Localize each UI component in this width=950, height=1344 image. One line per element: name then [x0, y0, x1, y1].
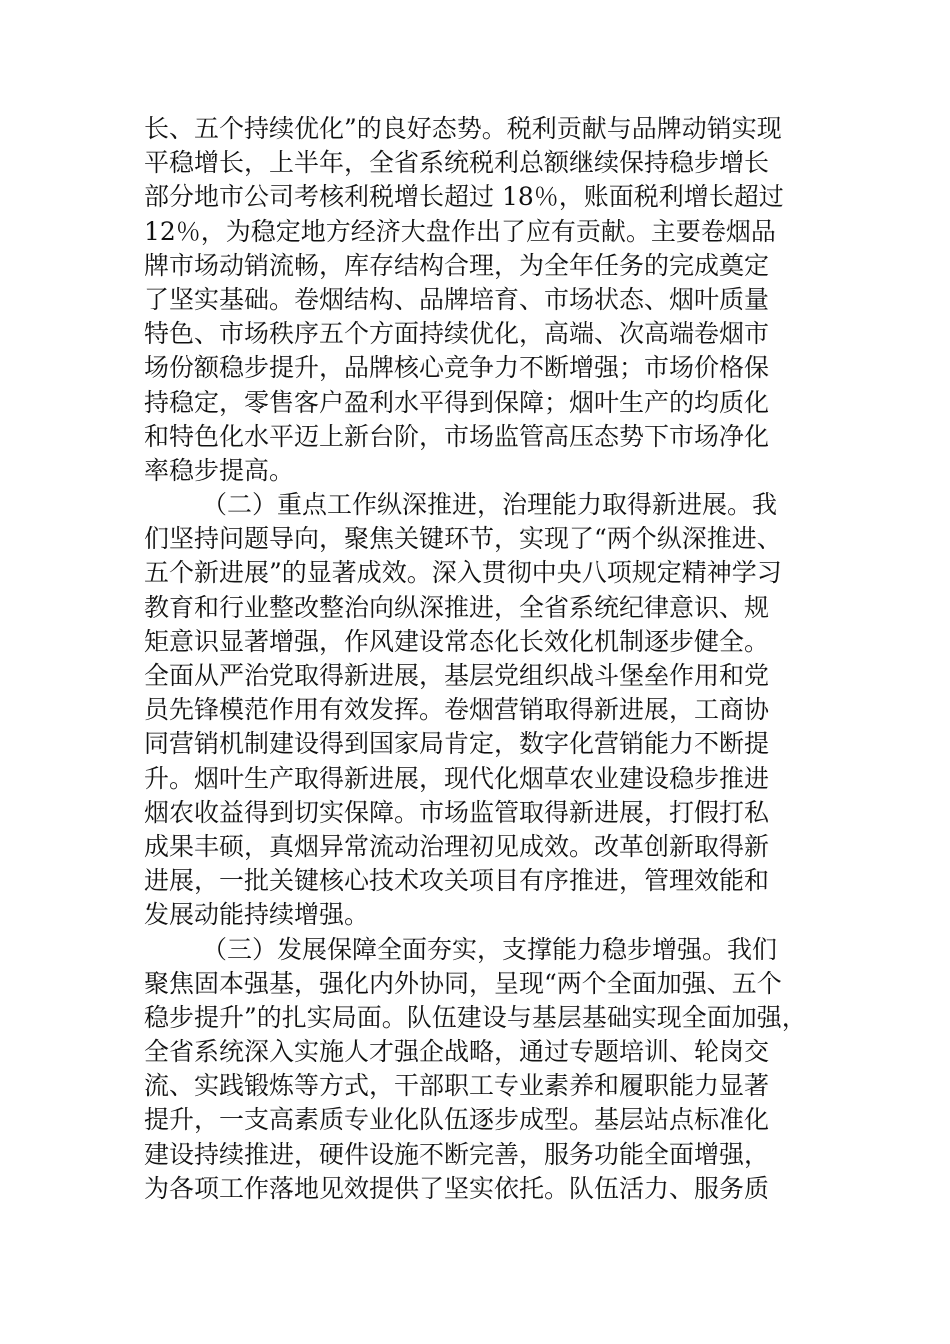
text-line: 12％，为稳定地方经济大盘作出了应有贡献。主要卷烟品 [144, 216, 776, 246]
section-heading-line: （二）重点工作纵深推进，治理能力取得新进展。我 [202, 490, 778, 520]
text-line: 烟农收益得到切实保障。市场监管取得新进展，打假打私 [144, 797, 770, 827]
text-line: 牌市场动销流畅，库存结构合理，为全年任务的完成奠定 [144, 250, 770, 280]
text-line: 员先锋模范作用有效发挥。卷烟营销取得新进展，工商协 [144, 695, 770, 725]
text-line: 五个新进展”的显著成效。深入贯彻中央八项规定精神学习 [144, 558, 782, 588]
text-line: 和特色化水平迈上新台阶，市场监管高压态势下市场净化 [144, 421, 770, 451]
text-line: 同营销机制建设得到国家局肯定，数字化营销能力不断提 [144, 729, 770, 759]
section-heading-line: （三）发展保障全面夯实，支撑能力稳步增强。我们 [202, 934, 778, 964]
text-line: 部分地市公司考核利税增长超过 18％，账面税利增长超过 [144, 182, 784, 212]
text-line: 长、五个持续优化”的良好态势。税利贡献与品牌动销实现 [144, 114, 782, 143]
text-line: 成果丰硕，真烟异常流动治理初见成效。改革创新取得新 [144, 831, 770, 861]
body-text [144, 112, 844, 1206]
text-line: 矩意识显著增强，作风建设常态化长效化机制逐步健全。 [144, 626, 770, 656]
text-line: 特色、市场秩序五个方面持续优化，高端、次高端卷烟市 [144, 319, 770, 349]
text-line: 聚焦固本强基，强化内外协同，呈现“两个全面加强、五个 [144, 968, 782, 998]
text-line: 流、实践锻炼等方式，干部职工专业素养和履职能力显著 [144, 1071, 770, 1101]
text-line: 了坚实基础。卷烟结构、品牌培育、市场状态、烟叶质量 [144, 284, 770, 314]
text-line: 升。烟叶生产取得新进展，现代化烟草农业建设稳步推进 [144, 763, 770, 793]
text-line: 持稳定，零售客户盈利水平得到保障；烟叶生产的均质化 [144, 387, 770, 417]
text-line: 教育和行业整改整治向纵深推进，全省系统纪律意识、规 [144, 592, 770, 622]
text-line: 率稳步提高。 [144, 455, 295, 485]
text-line: 为各项工作落地见效提供了坚实依托。队伍活力、服务质 [144, 1173, 770, 1203]
text-line: 进展，一批关键核心技术攻关项目有序推进，管理效能和 [144, 866, 770, 896]
text-line: 发展动能持续增强。 [144, 900, 370, 930]
text-line: 场份额稳步提升，品牌核心竞争力不断增强；市场价格保 [144, 353, 770, 383]
text-line: 全面从严治党取得新进展，基层党组织战斗堡垒作用和党 [144, 661, 770, 690]
text-line: 提升，一支高素质专业化队伍逐步成型。基层站点标准化 [144, 1105, 770, 1135]
text-line: 稳步提升”的扎实局面。队伍建设与基层基础实现全面加强， [144, 1002, 807, 1032]
text-line: 建设持续推进，硬件设施不断完善，服务功能全面增强， [144, 1139, 770, 1169]
text-line: 全省系统深入实施人才强企战略，通过专题培训、轮岗交 [144, 1037, 770, 1067]
text-line: 平稳增长，上半年，全省系统税利总额继续保持稳步增长 [144, 148, 770, 178]
text-line: 们坚持问题导向，聚焦关键环节，实现了“两个纵深推进、 [144, 524, 782, 554]
